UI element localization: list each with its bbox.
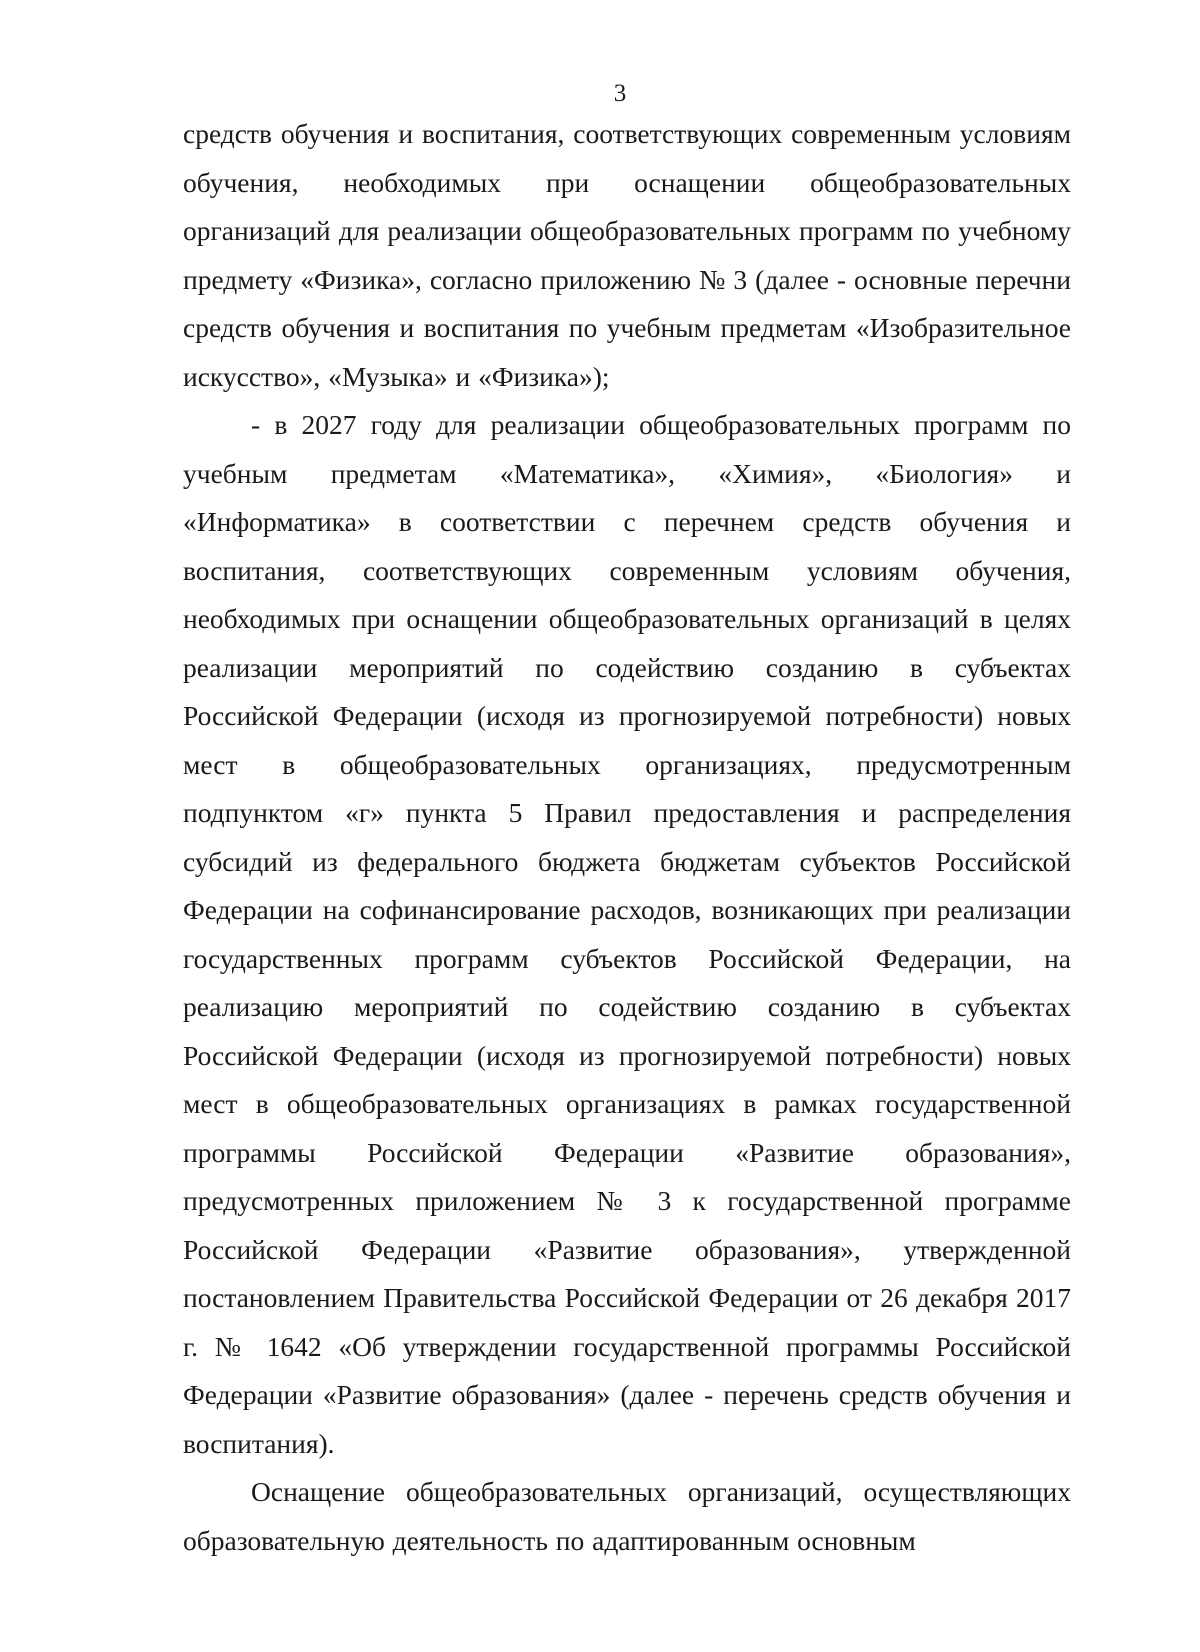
document-body [183,110,1071,1565]
paragraph-2027-list-item: - в 2027 году для реализации общеобразовательных программ по учебным предметам «Математика», «Химия», «Биология» и «Информатика» в соответствии с перечнем средств обучения и воспитания, соответствующих современным условиям обучения, необходимых при оснащении общеобразовательных организаций в целях реализации мероприятий по содействию созданию в субъектах Российской Федерации (исходя из прогнозируемой потребности) новых мест в общеобразовательных организациях, предусмотренным подпунктом «г» пункта 5 Правил предоставления и распределения субсидий из федерального бюджета бюджетам субъектов Российской Федерации на софинансирование расходов, возникающих при реализации государственных программ субъектов Российской Федерации, на реализацию мероприятий по содействию созданию в субъектах Российской Федерации (исходя из прогнозируемой потребности) новых мест в общеобразовательных организациях в рамках государственной программы Российской Федерации «Развитие образования», предусмотренных приложением № 3 к государственной программе Российской Федерации «Развитие образования», утвержденной постановлением Правительства Российской Федерации от 26 декабря 2017 г. № 1642 «Об утверждении государственной программы Российской Федерации «Развитие образования» (далее - перечень средств обучения и воспитания). [183,409,1071,1459]
paragraph-continuation: средств обучения и воспитания, соответствующих современным условиям обучения, необходимых при оснащении общеобразовательных организаций для реализации общеобразовательных программ по учебному предмету «Физика», согласно приложению № 3 (далее - основные перечни средств обучения и воспитания по учебным предметам «Изобразительное искусство», «Музыка» и «Физика»); [183,118,1071,392]
page-number: 3 [613,80,627,107]
paragraph-equipment: Оснащение общеобразовательных организаций, осуществляющих образовательную деятельность по адаптированным основным [183,1476,1071,1556]
